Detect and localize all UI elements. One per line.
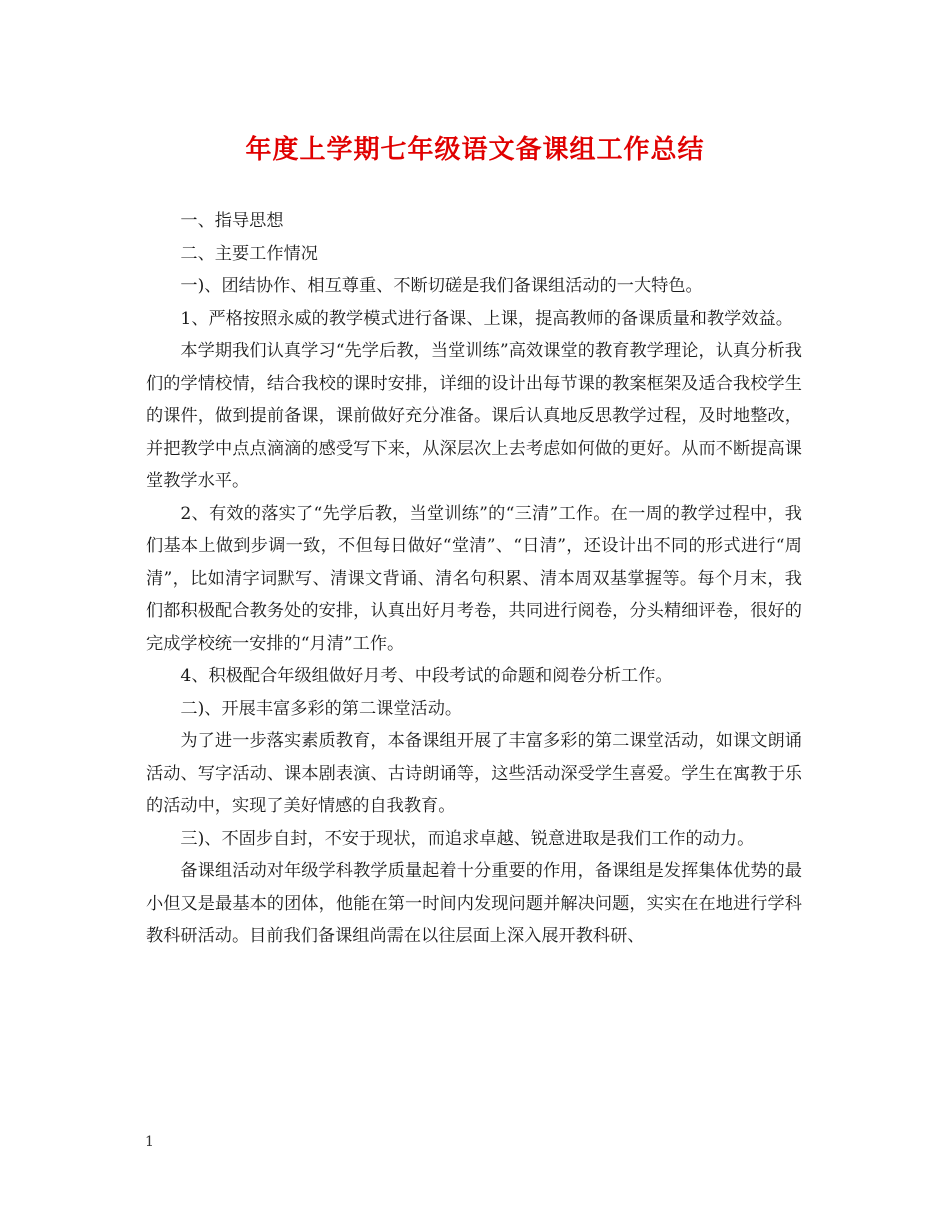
paragraph-body: 本学期我们认真学习“先学后教，当堂训练”高效课堂的教育教学理论，认真分析我们的学情校情，结合我校的课时安排，详细的设计出每节课的教案框架及适合我校学生的课件，做到提前备课，课前做好充分准备。课后认真地反思教学过程，及时地整改，并把教学中点点滴滴的感受写下来，从深层次上去考虑如何做的更好。从而不断提高课堂教学水平。 <box>146 341 802 491</box>
paragraph-section-three: 三)、不固步自封，不安于现状，而追求卓越、锐意进取是我们工作的动力。 <box>180 828 755 849</box>
paragraph-guiding-thought: 一、指导思想 <box>180 211 284 231</box>
paragraph-item-4: 4、积极配合年级组做好月考、中段考试的命题和阅卷分析工作。 <box>180 666 673 686</box>
paragraph-body: 备课组活动对年级学科教学质量起着十分重要的作用，备课组是发挥集体优势的最小但又是最基本的团体，他能在第一时间内发现问题并解决问题，实实在在地进行学科教科研活动。目前我们备课组尚需在以往层面上深入展开教科研、 <box>146 861 802 946</box>
document-title: 年度上学期七年级语文备课组工作总结 <box>245 135 705 165</box>
paragraph-body: 为了进一步落实素质教育，本备课组开展了丰富多彩的第二课堂活动，如课文朗诵活动、写字活动、课本剧表演、古诗朗诵等，这些活动深受学生喜爱。学生在寓教于乐的活动中，实现了美好情感的自我教育。 <box>146 731 802 816</box>
page-number: 1 <box>145 1134 154 1150</box>
document-body <box>146 205 802 953</box>
paragraph-section-two: 二)、开展丰富多彩的第二课堂活动。 <box>180 698 463 719</box>
paragraph-item-1: 1、严格按照永威的教学模式进行备课、上课，提高教师的备课质量和教学效益。 <box>180 308 793 329</box>
paragraph-main-work: 二、主要工作情况 <box>180 243 318 264</box>
paragraph-section-one: 一)、团结协作、相互尊重、不断切磋是我们备课组活动的一大特色。 <box>180 276 703 296</box>
paragraph-item-2: 2、有效的落实了“先学后教，当堂训练”的“三清”工作。在一周的教学过程中，我们基本上做到步调一致，不但每日做好“堂清”、“日清”，还设计出不同的形式进行“周清”，比如清字词默写、清课文背诵、清名句积累、清本周双基掌握等。每个月末，我们都积极配合教务处的安排，认真出好月考卷，共同进行阅卷，分头精细评卷，很好的完成学校统一安排的“月清”工作。 <box>146 503 802 654</box>
